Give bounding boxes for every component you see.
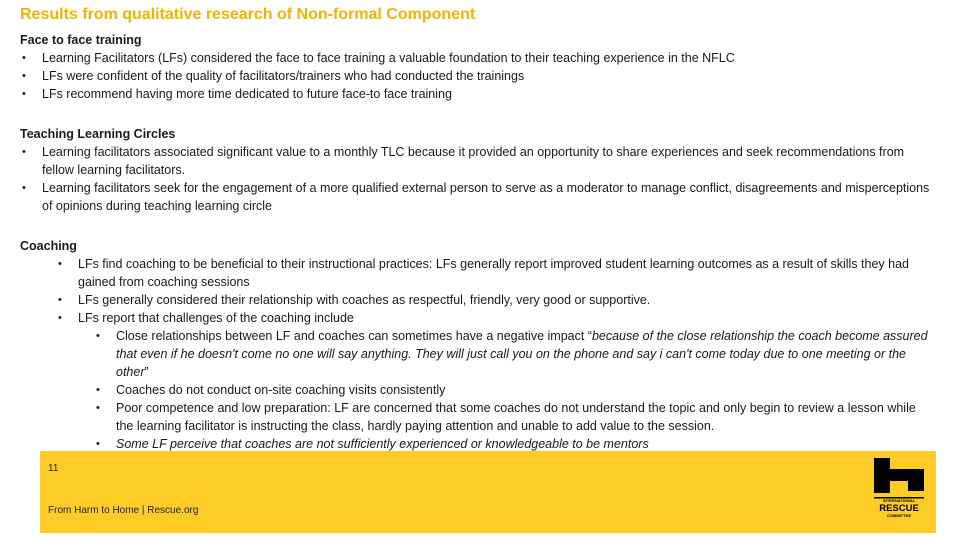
bullet-icon: • xyxy=(96,402,100,414)
list-item-text: Learning facilitators seek for the engagement of a more qualified external person to serve as a moderator to manage conflict, disagreements and misperceptions of opinions during teaching learning circle xyxy=(42,181,930,213)
list-item xyxy=(56,291,935,309)
logo-line1: INTERNATIONAL xyxy=(882,498,916,503)
section-face-to-face xyxy=(20,31,935,103)
sub-item-text: Coaches do not conduct on-site coaching visits consistently xyxy=(116,383,446,397)
list-item-text: LFs find coaching to be beneficial to their instructional practices: LFs generally report improved student learning outcomes as a result of skills they had gained from coaching sessions xyxy=(78,257,909,289)
list-item xyxy=(20,143,935,179)
rescue-logo xyxy=(868,455,930,519)
section-heading: Coaching xyxy=(20,239,77,253)
section-heading: Face to face training xyxy=(20,33,142,47)
list-item-text: LFs were confident of the quality of facilitators/trainers who had conducted the trainings xyxy=(42,69,525,83)
bullet-list xyxy=(56,255,935,453)
section-teaching-learning-circles xyxy=(20,125,935,215)
list-item xyxy=(20,49,935,67)
list-item xyxy=(20,67,935,85)
bullet-list xyxy=(20,143,935,215)
sub-list-item xyxy=(94,327,935,381)
sub-item-text: Poor competence and low preparation: LF are concerned that some coaches do not understand the topic and only begin to review a lesson while the learning facilitator is instructing the class, hardly paying attention and unable to add value to the session. xyxy=(116,401,916,433)
sub-item-quote: because of the close relationship the coach become assured that even if he doesn't come no one will say anything. They will just call you on the phone and say i can't come today due to one meeting or the other xyxy=(116,329,928,379)
bullet-icon: • xyxy=(96,438,100,450)
bullet-icon: • xyxy=(22,70,26,82)
sub-list-item xyxy=(94,399,935,435)
logo-line3: COMMITTEE xyxy=(887,513,911,518)
sub-list-item xyxy=(94,381,935,399)
list-item-text: LFs report that challenges of the coaching include xyxy=(78,311,354,325)
bullet-icon: • xyxy=(22,52,26,64)
footer-text: From Harm to Home | Rescue.org xyxy=(48,505,199,516)
page-title: Results from qualitative research of Non-formal Component xyxy=(20,6,476,23)
list-item-text: LFs generally considered their relationship with coaches as respectful, friendly, very good or supportive. xyxy=(78,293,651,307)
sub-item-quote-end: ” xyxy=(144,365,149,379)
list-item xyxy=(20,85,935,103)
sub-item-lead: Close relationships between LF and coaches can sometimes have a negative impact “ xyxy=(116,329,592,343)
slide-number: 11 xyxy=(48,463,59,474)
list-item-text: Learning facilitators associated significant value to a monthly TLC because it provided an opportunity to share experiences and seek recommendations from fellow learning facilitators. xyxy=(42,145,905,177)
bullet-icon: • xyxy=(22,182,26,194)
list-item-text: LFs recommend having more time dedicated to future face-to face training xyxy=(42,87,452,101)
list-item-text: Learning Facilitators (LFs) considered the face to face training a valuable foundation to their teaching experience in the NFLC xyxy=(42,51,735,65)
footer-band xyxy=(40,451,936,533)
bullet-icon: • xyxy=(22,146,26,158)
bullet-list xyxy=(20,49,935,103)
section-coaching xyxy=(20,237,935,453)
bullet-icon: • xyxy=(22,88,26,100)
bullet-icon: • xyxy=(96,330,100,342)
bullet-icon: • xyxy=(58,294,62,306)
logo-line2: RESCUE xyxy=(879,503,919,514)
list-item xyxy=(56,309,935,453)
list-item xyxy=(20,179,935,215)
list-item xyxy=(56,255,935,291)
sub-bullet-list xyxy=(94,327,935,453)
sub-list-item xyxy=(94,435,935,453)
sub-item-text: Some LF perceive that coaches are not sufficiently experienced or knowledgeable to be mentors xyxy=(116,437,649,451)
section-heading: Teaching Learning Circles xyxy=(20,127,176,141)
bullet-icon: • xyxy=(58,258,62,270)
slide-content xyxy=(20,31,935,453)
bullet-icon: • xyxy=(96,384,100,396)
bullet-icon: • xyxy=(58,312,62,324)
